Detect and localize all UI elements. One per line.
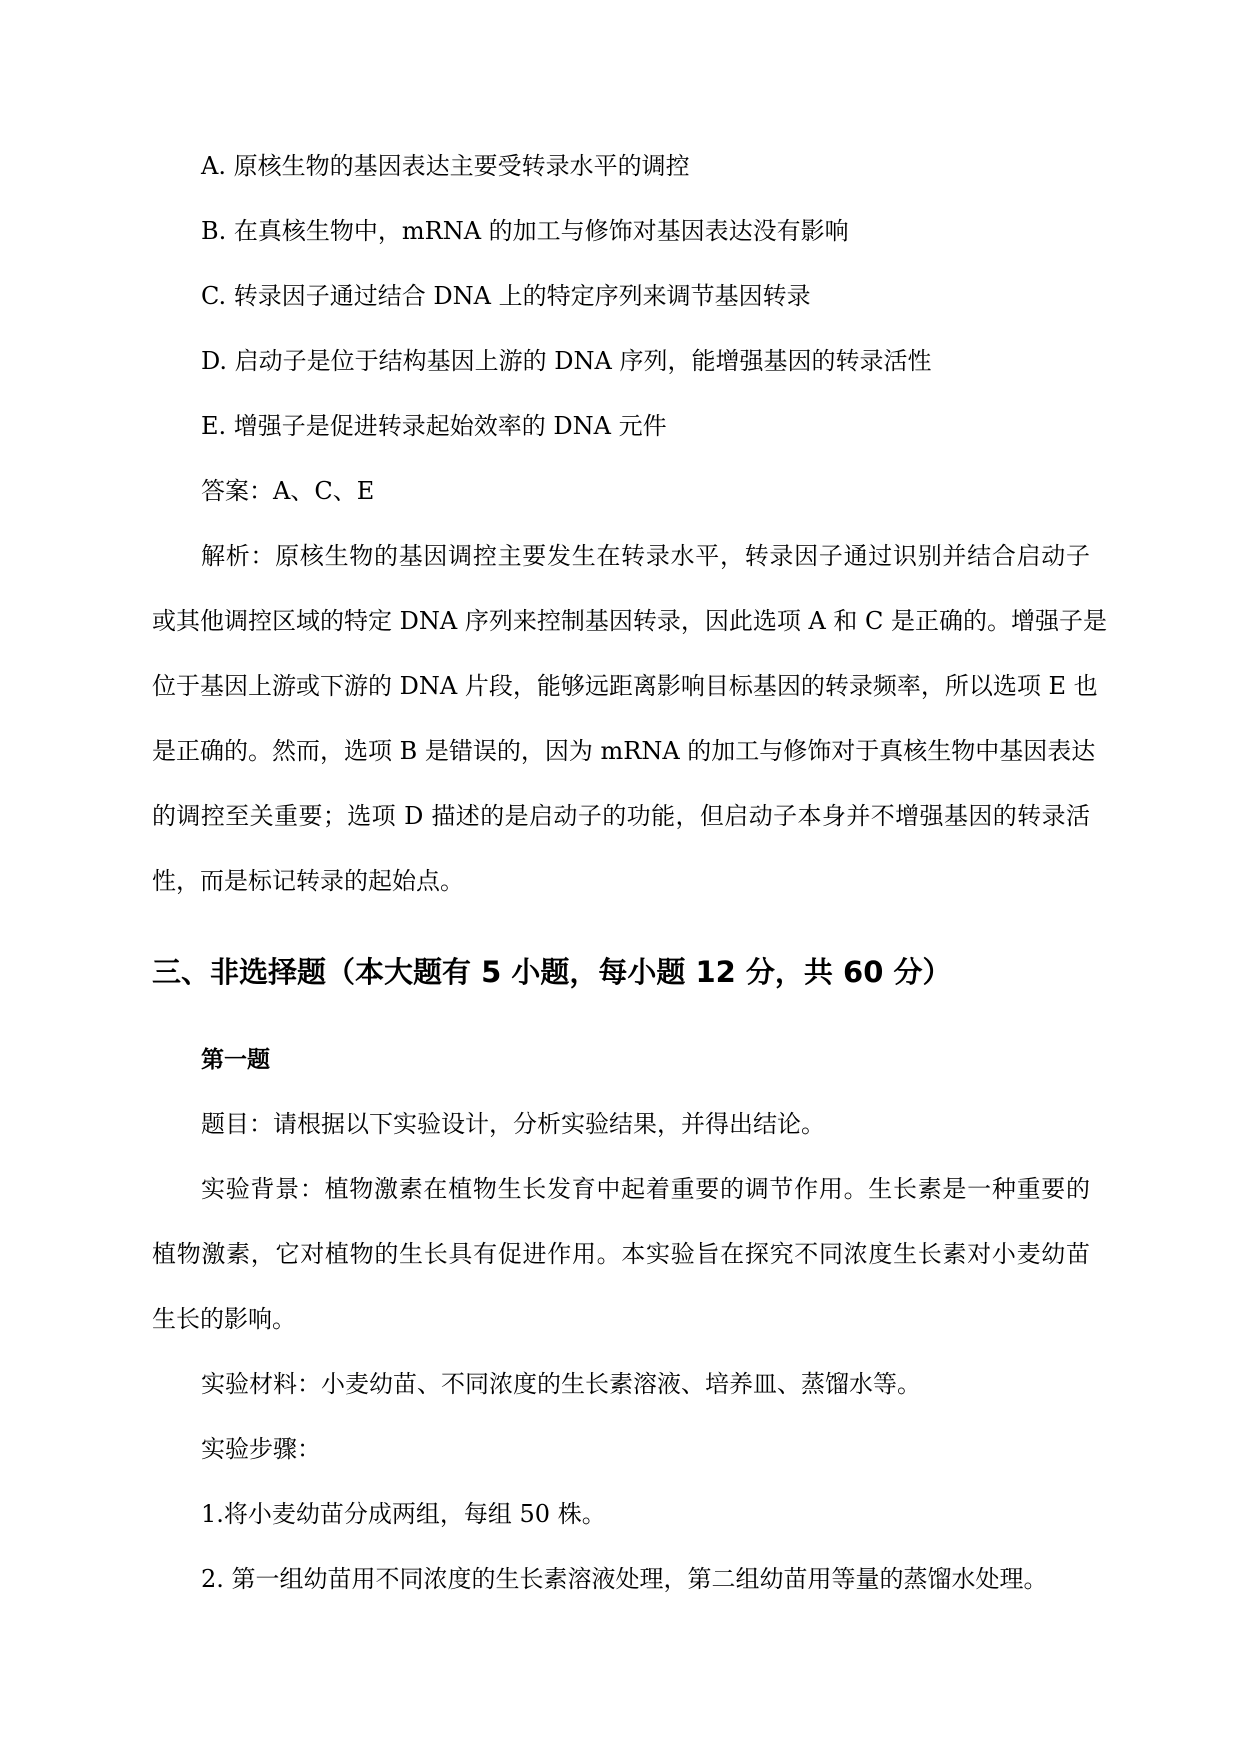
analysis-line: 性，而是标记转录的起始点。	[152, 867, 464, 895]
analysis-line: 或其他调控区域的特定 DNA 序列来控制基因转录，因此选项 A 和 C 是正确的。增强子是	[152, 607, 1108, 635]
step-item: 1.将小麦幼苗分成两组，每组 50 株。	[201, 1500, 606, 1528]
analysis-line: 是正确的。然而，选项 B 是错误的，因为 mRNA 的加工与修饰对于真核生物中基因表达	[152, 737, 1096, 765]
section-heading: 三、非选择题（本大题有 5 小题，每小题 12 分，共 60 分）	[152, 955, 952, 989]
answer-line: 答案：A、C、E	[201, 477, 375, 505]
background-line: 实验背景：植物激素在植物生长发育中起着重要的调节作用。生长素是一种重要的	[201, 1175, 1090, 1203]
option-b: B. 在真核生物中，mRNA 的加工与修饰对基因表达没有影响	[201, 217, 849, 245]
analysis-line: 位于基因上游或下游的 DNA 片段，能够远距离影响目标基因的转录频率，所以选项 E 也	[152, 672, 1098, 700]
background-line: 生长的影响。	[152, 1305, 296, 1333]
option-d: D. 启动子是位于结构基因上游的 DNA 序列，能增强基因的转录活性	[201, 347, 932, 375]
step-item: 2. 第一组幼苗用不同浓度的生长素溶液处理，第二组幼苗用等量的蒸馏水处理。	[201, 1565, 1048, 1593]
question-title: 第一题	[201, 1047, 270, 1073]
background-line: 植物激素，它对植物的生长具有促进作用。本实验旨在探究不同浓度生长素对小麦幼苗	[152, 1240, 1090, 1268]
option-c: C. 转录因子通过结合 DNA 上的特定序列来调节基因转录	[201, 282, 811, 310]
steps-label: 实验步骤：	[201, 1435, 321, 1463]
option-e: E. 增强子是促进转录起始效率的 DNA 元件	[201, 412, 667, 440]
question-prompt: 题目：请根据以下实验设计，分析实验结果，并得出结论。	[201, 1110, 825, 1138]
analysis-line: 的调控至关重要；选项 D 描述的是启动子的功能，但启动子本身并不增强基因的转录活	[152, 802, 1090, 830]
materials-line: 实验材料：小麦幼苗、不同浓度的生长素溶液、培养皿、蒸馏水等。	[201, 1370, 921, 1398]
option-a: A. 原核生物的基因表达主要受转录水平的调控	[201, 152, 690, 180]
analysis-line: 解析：原核生物的基因调控主要发生在转录水平，转录因子通过识别并结合启动子	[201, 542, 1090, 570]
